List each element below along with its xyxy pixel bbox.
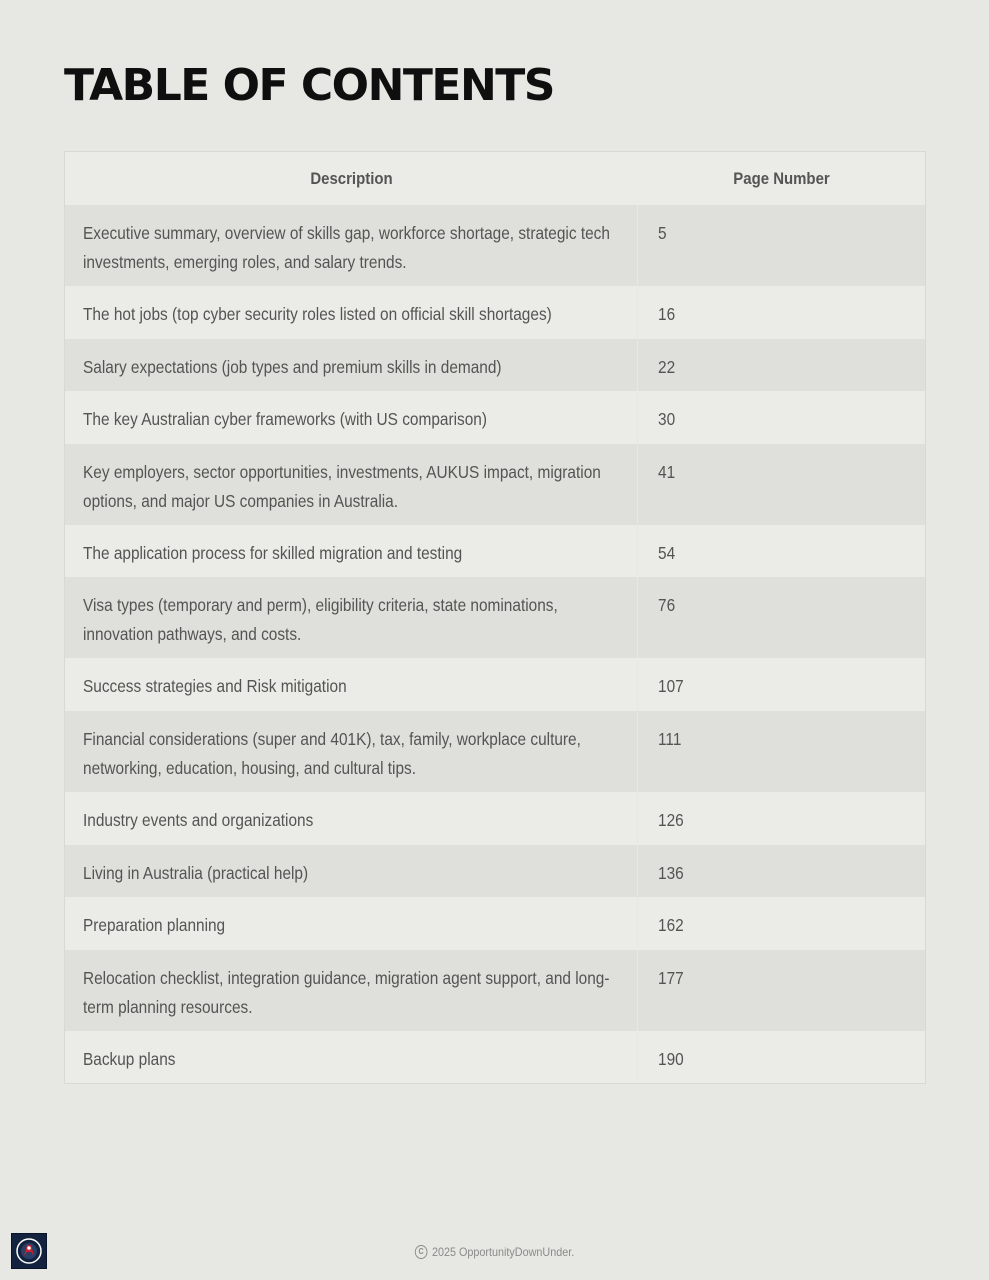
table-row	[65, 525, 925, 578]
footer-copyright	[0, 1241, 989, 1261]
row-description: Relocation checklist, integration guidance, migration agent support, and long-term planning resources.	[65, 950, 638, 1031]
row-description: Industry events and organizations	[65, 792, 638, 845]
row-description: Success strategies and Risk mitigation	[65, 658, 638, 711]
row-description: Financial considerations (super and 401K), tax, family, workplace culture, networking, education, housing, and cultural tips.	[65, 711, 638, 792]
page-number-column-header: Page Number	[733, 168, 830, 188]
row-page-number: 76	[658, 595, 676, 616]
row-description: Preparation planning	[65, 897, 638, 950]
row-description: The hot jobs (top cyber security roles listed on official skill shortages)	[65, 286, 638, 339]
row-page-number: 111	[658, 728, 682, 749]
table-row	[65, 711, 925, 792]
row-page-number: 126	[658, 809, 684, 830]
row-description: Salary expectations (job types and premium skills in demand)	[65, 339, 638, 392]
table-row	[65, 577, 925, 658]
row-page-number: 107	[658, 676, 684, 697]
table-row	[65, 444, 925, 525]
copyright-text: 2025 OpportunityDownUnder.	[431, 1245, 575, 1259]
row-page-number: 5	[658, 223, 667, 243]
toc-table	[64, 151, 926, 1084]
table-row	[65, 658, 925, 711]
page-title: TABLE OF CONTENTS	[64, 60, 554, 111]
row-description: Visa types (temporary and perm), eligibility criteria, state nominations, innovation pathways, and costs.	[65, 577, 638, 658]
row-description: Backup plans	[65, 1031, 638, 1084]
table-row	[65, 792, 925, 845]
row-description: Executive summary, overview of skills gap, workforce shortage, strategic tech investments, emerging roles, and salary trends.	[65, 205, 638, 286]
row-description: The application process for skilled migration and testing	[65, 525, 638, 578]
row-page-number: 190	[658, 1048, 684, 1069]
row-page-number: 177	[658, 967, 684, 988]
row-page-number: 22	[658, 356, 676, 377]
row-page-number: 54	[658, 542, 676, 563]
table-row	[65, 286, 925, 339]
row-page-number: 30	[658, 409, 676, 430]
table-row	[65, 339, 925, 392]
row-description: Key employers, sector opportunities, investments, AUKUS impact, migration options, and major US companies in Australia.	[65, 444, 638, 525]
copyright-icon: C	[415, 1245, 428, 1259]
table-row	[65, 950, 925, 1031]
table-row	[65, 845, 925, 898]
table-row	[65, 897, 925, 950]
table-row	[65, 205, 925, 286]
row-description: The key Australian cyber frameworks (with US comparison)	[65, 391, 638, 444]
table-header-row	[65, 152, 925, 205]
row-page-number: 162	[658, 915, 684, 936]
table-row	[65, 391, 925, 444]
row-page-number: 41	[658, 461, 676, 482]
row-page-number: 136	[658, 862, 684, 883]
row-page-number: 16	[658, 304, 676, 324]
row-description: Living in Australia (practical help)	[65, 845, 638, 898]
table-row	[65, 1031, 925, 1084]
description-column-header: Description	[310, 168, 393, 188]
